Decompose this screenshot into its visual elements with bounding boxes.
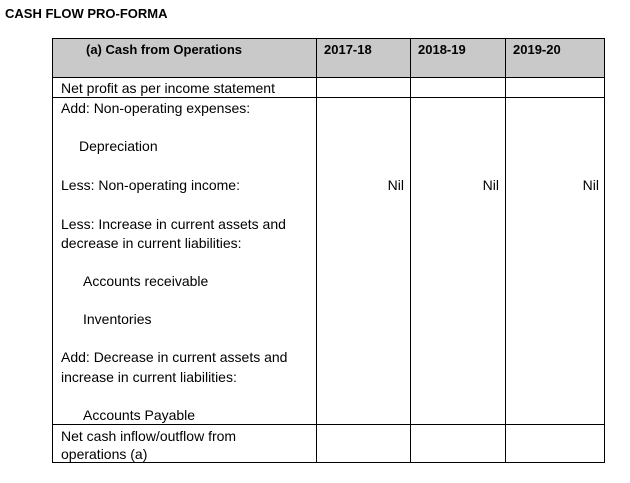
table-border-left <box>52 38 53 463</box>
column-divider <box>316 38 317 463</box>
row-label-accounts-receivable: Accounts receivable <box>83 273 209 289</box>
row-label-inventories: Inventories <box>83 311 152 327</box>
row-label-accounts-payable: Accounts Payable <box>83 407 196 423</box>
header-year-label: 2019-20 <box>513 42 561 57</box>
row-label-add-nonop: Add: Non-operating expenses: <box>61 100 251 116</box>
header-year-cell <box>316 38 410 77</box>
column-divider <box>410 38 411 463</box>
nil-value: Nil <box>482 177 499 193</box>
row-divider <box>52 77 605 78</box>
table-border-right <box>604 38 605 463</box>
row-label-net-cash: Net cash inflow/outflow from <box>61 428 237 444</box>
row-label-add-decrease: Add: Decrease in current assets and <box>61 349 288 365</box>
page-title: CASH FLOW PRO-FORMA <box>5 6 168 21</box>
row-label-depreciation: Depreciation <box>79 138 158 154</box>
cash-flow-table <box>52 38 605 463</box>
table-border-top <box>52 38 605 39</box>
header-section-label: (a) Cash from Operations <box>86 42 243 57</box>
row-label-less-increase: Less: Increase in current assets and <box>61 216 286 232</box>
header-year-label: 2017-18 <box>324 42 372 57</box>
header-year-cell <box>410 38 505 77</box>
row-label-less-nonop: Less: Non-operating income: <box>61 177 240 193</box>
row-label-less-increase-cont: decrease in current liabilities: <box>61 235 242 251</box>
row-label-add-decrease-cont: increase in current liabilities: <box>61 369 237 385</box>
nil-value: Nil <box>582 177 599 193</box>
column-divider <box>505 38 506 463</box>
row-label-net-profit: Net profit as per income statement <box>61 80 275 96</box>
header-year-label: 2018-19 <box>418 42 466 57</box>
nil-value: Nil <box>387 177 404 193</box>
row-label-net-cash-cont: operations (a) <box>61 446 148 462</box>
header-year-cell <box>505 38 605 77</box>
header-section-cell <box>52 38 316 77</box>
